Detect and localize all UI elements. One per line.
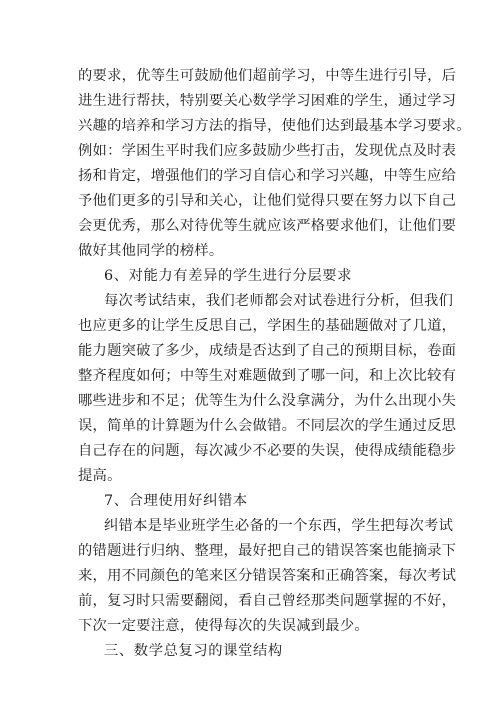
body-text-line: 的错题进行归纳、整理，最好把自己的错误答案也能摘录下: [78, 543, 457, 559]
body-text-line: 来，用不同颜色的笔来区分错误答案和正确答案，每次考试: [78, 568, 457, 584]
paragraph-first-line: 纠错本是毕业班学生必备的一个东西，学生把每次考试: [104, 518, 454, 534]
body-text-line: 整齐程度如何；中等生对难题做到了哪一问，和上次比较有: [78, 368, 457, 384]
body-text-line: 前，复习时只需要翻阅，看自己曾经那类问题掌握的不好，: [78, 593, 457, 609]
body-text-line: 例如：学困生平时我们应多鼓励少些打击，发现优点及时表: [78, 143, 457, 159]
body-text-line: 会更优秀，那么对待优等生就应该严格要求他们，让他们要: [78, 218, 457, 234]
body-text-line: 予他们更多的引导和关心，让他们觉得只要在努力以下自己: [78, 193, 457, 209]
body-text-line: 做好其他同学的榜样。: [78, 243, 224, 259]
body-text-line: 进生进行帮扶，特别要关心数学学习困难的学生，通过学习: [78, 93, 457, 109]
body-text-line: 也应更多的让学生反思自己，学困生的基础题做对了几道，: [78, 318, 457, 334]
body-text-line: 的要求，优等生可鼓励他们超前学习，中等生进行引导，后: [78, 68, 457, 84]
body-text-line: 提高。: [78, 468, 122, 484]
paragraph-first-line: 每次考试结束，我们老师都会对试卷进行分析，但我们: [104, 293, 454, 309]
body-text-line: 下次一定要注意，使得每次的失误减到最少。: [78, 618, 369, 634]
body-text-line: 哪些进步和不足；优等生为什么没拿满分，为什么出现小失: [78, 393, 457, 409]
body-text-line: 兴趣的培养和学习方法的指导，使他们达到最基本学习要求。: [78, 118, 471, 134]
body-text-line: 能力题突破了多少，成绩是否达到了自己的预期目标，卷面: [78, 343, 457, 359]
section-heading-3: 三、数学总复习的课堂结构: [104, 643, 283, 659]
body-text-line: 自己存在的问题，每次减少不必要的失误，使得成绩能稳步: [78, 443, 457, 459]
section-heading-7: 7、合理使用好纠错本: [104, 493, 248, 509]
body-text-line: 误，简单的计算题为什么会做错。不同层次的学生通过反思: [78, 418, 457, 434]
section-heading-6: 6、对能力有差异的学生进行分层要求: [104, 268, 353, 284]
body-text-line: 扬和肯定，增强他们的学习自信心和学习兴趣，中等生应给: [78, 168, 457, 184]
